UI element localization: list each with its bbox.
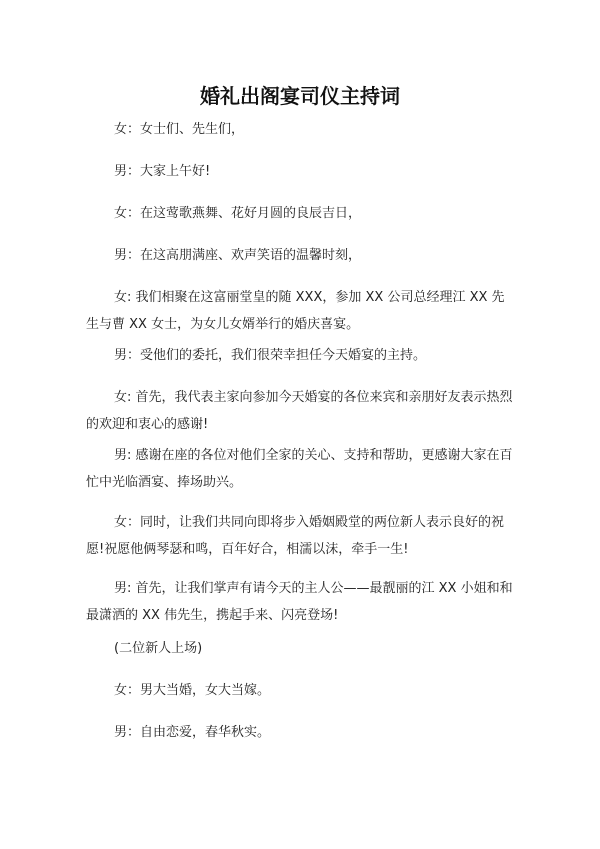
paragraph-11: (二位新人上场)	[114, 641, 203, 656]
paragraph-12: 女：男大当婚，女大当嫁。	[114, 683, 271, 698]
paragraph-7: 女: 首先，我代表主家向参加今天婚宴的各位来宾和亲朋好友表示热烈的欢迎和衷心的感谢!	[86, 390, 513, 432]
paragraph-4: 男：在这高朋满座、欢声笑语的温馨时刻，	[114, 248, 362, 263]
paragraph-5: 女: 我们相聚在这富丽堂皇的随 XXX，参加 XX 公司总经理江 XX 先生与曹 XX 女士，为女儿女婿举行的婚庆喜宴。	[86, 290, 505, 332]
paragraph-8: 男: 感谢在座的各位对他们全家的关心、支持和帮助，更感谢大家在百忙中光临酒宴、捧场助兴。	[86, 448, 513, 490]
paragraph-1: 女：女士们、先生们，	[114, 122, 245, 137]
paragraph-9: 女：同时，让我们共同向即将步入婚姻殿堂的两位新人表示良好的祝愿!祝愿他俩琴瑟和鸣，百年好合，相濡以沫，牵手一生!	[86, 515, 505, 557]
paragraph-3: 女：在这莺歌燕舞、花好月圆的良辰吉日，	[114, 206, 362, 221]
paragraph-6: 男：受他们的委托，我们很荣幸担任今天婚宴的主持。	[114, 348, 427, 363]
paragraph-13: 男：自由恋爱，春华秋实。	[114, 725, 271, 740]
paragraph-2: 男：大家上午好!	[114, 164, 211, 179]
paragraph-10: 男: 首先，让我们掌声有请今天的主人公——最靓丽的江 XX 小姐和和最潇洒的 XX 伟先生，携起手来、闪亮登场!	[86, 581, 513, 623]
document-title: 婚礼出阁宴司仪主持词	[200, 84, 400, 108]
